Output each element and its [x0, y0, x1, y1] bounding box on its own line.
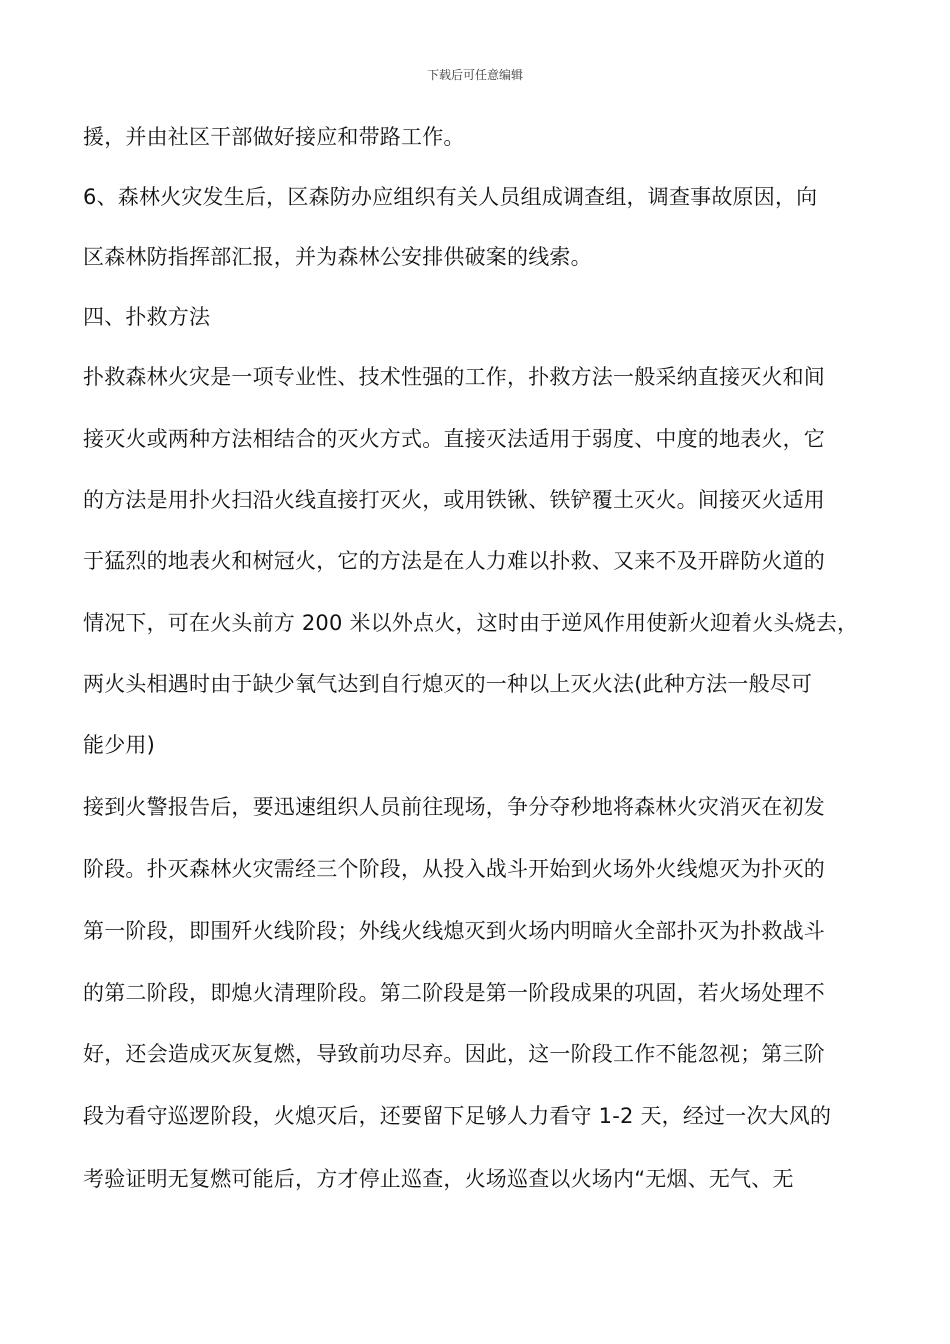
text-line: 的方法是用扑火扫沿火线直接打灭火，或用铁锹、铁铲覆土灭火。间接灭火适用: [83, 488, 825, 512]
text-line: 于猛烈的地表火和树冠火，它的方法是在人力难以扑救、又来不及开辟防火道的: [83, 549, 825, 573]
text-line: 段为看守巡逻阶段，火熄灭后，还要留下足够人力看守 1-2 天，经过一次大风的: [83, 1104, 832, 1128]
text-line: 好，还会造成灭灰复燃，导致前功尽弃。因此，这一阶段工作不能忽视；第三阶: [83, 1042, 825, 1066]
text-line: 接到火警报告后，要迅速组织人员前往现场，争分夺秒地将森林火灾消灭在初发: [83, 795, 825, 819]
text-line: 两火头相遇时由于缺少氧气达到自行熄灭的一种以上灭火法(此种方法一般尽可: [83, 672, 813, 696]
text-line: 的第二阶段，即熄火清理阶段。第二阶段是第一阶段成果的巩固，若火场处理不: [83, 981, 825, 1005]
section-heading: 四、扑救方法: [83, 305, 211, 329]
text-line: 情况下，可在火头前方 200 米以外点火，这时由于逆风作用使新火迎着火头烧去，: [83, 611, 859, 635]
text-line: 援，并由社区干部做好接应和带路工作。: [83, 125, 465, 149]
text-line: 能少用): [83, 733, 155, 757]
text-line: 阶段。扑灭森林火灾需经三个阶段，从投入战斗开始到火场外火线熄灭为扑灭的: [83, 857, 825, 881]
text-line: 第一阶段，即围歼火线阶段；外线火线熄灭到火场内明暗火全部扑灭为扑救战斗: [83, 919, 825, 943]
text-line: 6、森林火灾发生后，区森防办应组织有关人员组成调查组，调查事故原因，向: [83, 185, 818, 209]
text-line: 区森林防指挥部汇报，并为森林公安排供破案的线索。: [83, 245, 592, 269]
page-header: 下载后可任意编辑: [426, 68, 523, 82]
text-line: 接灭火或两种方法相结合的灭火方式。直接灭法适用于弱度、中度的地表火，它: [83, 427, 825, 451]
text-line: 考验证明无复燃可能后，方才停止巡查，火场巡查以火场内“无烟、无气、无: [83, 1167, 794, 1191]
text-line: 扑救森林火灾是一项专业性、技术性强的工作，扑救方法一般采纳直接灭火和间: [83, 365, 825, 389]
